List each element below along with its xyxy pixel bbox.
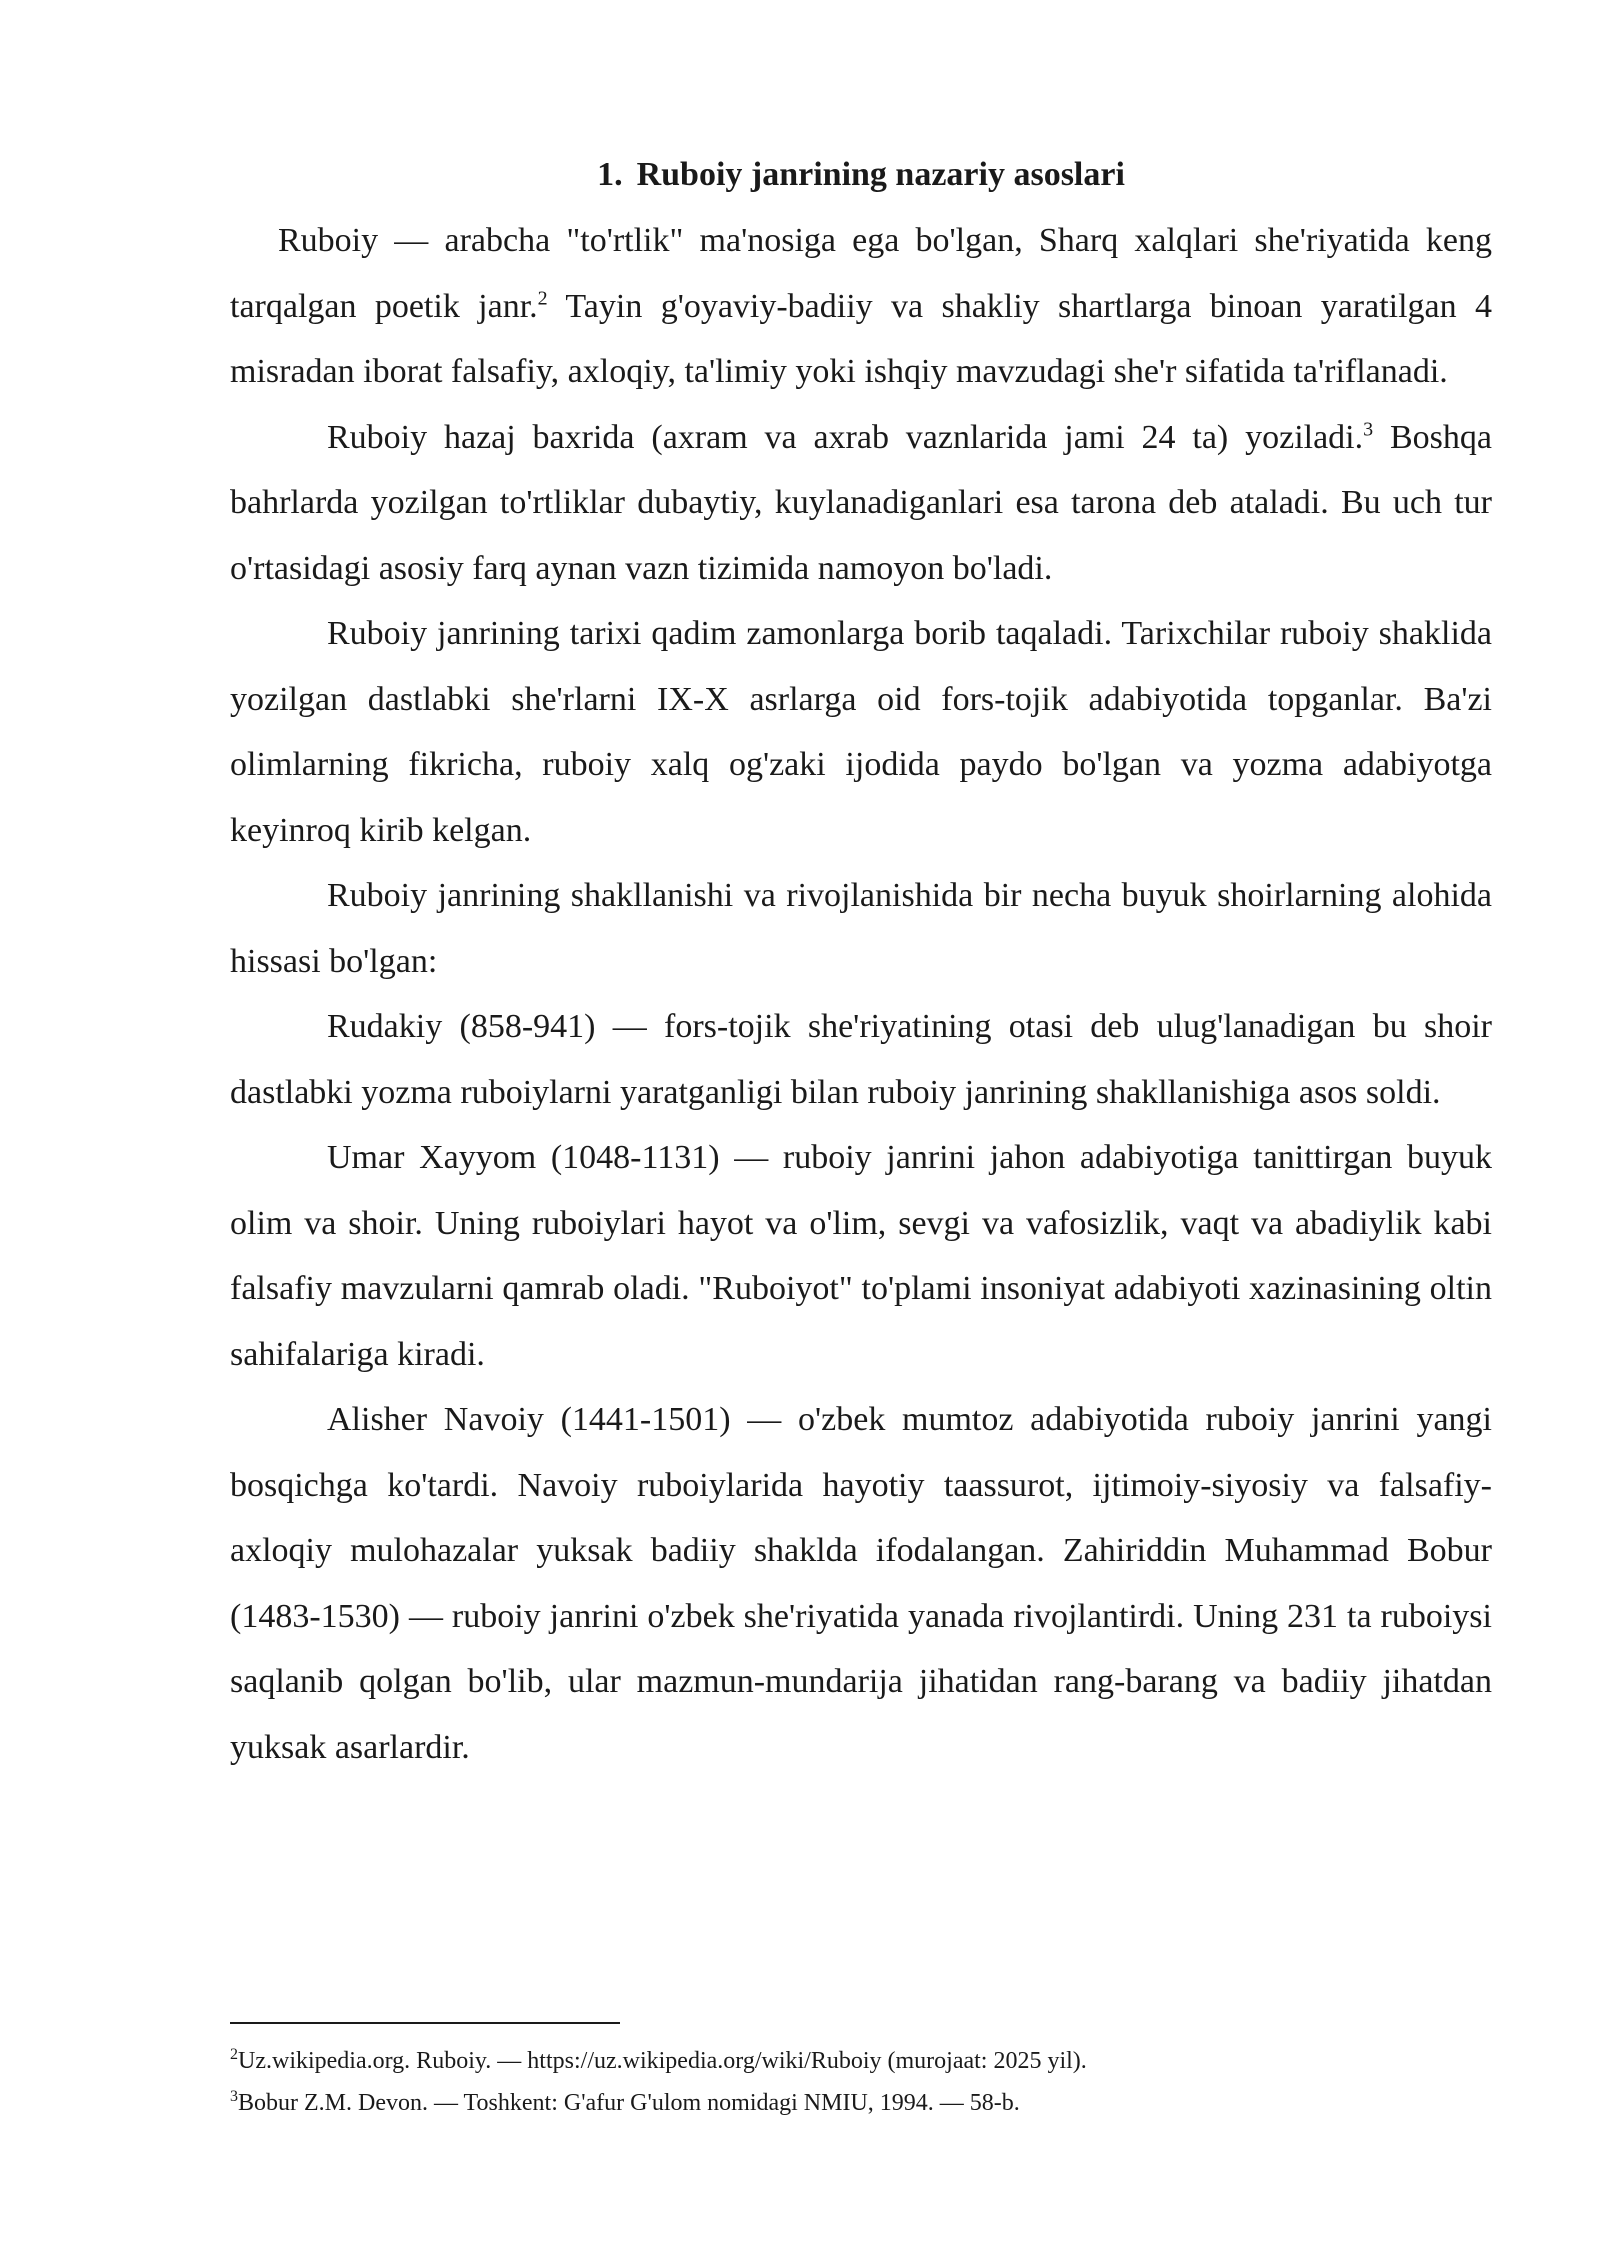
paragraph-text: Ruboiy — arabcha "to'rtlik" ma'nosiga ega bo'lgan, Sharq xalqlari she'riyatida keng tarqalgan poetik janr. — [230, 222, 1492, 325]
section-number: 1. — [597, 156, 623, 193]
paragraph-xayyom: Umar Xayyom (1048-1131) — ruboiy janrini jahon adabiyotiga tanittirgan buyuk olim va shoir. Uning ruboiylari hayot va o'lim, sevgi va vafosizlik, vaqt va abadiylik kabi falsafiy mavzularni qamrab oladi. "Ruboiyot" to'plami insoniyat adabiyoti xazinasining oltin sahifalariga kiradi. — [230, 1139, 1492, 1373]
footnote-divider — [230, 2022, 620, 2024]
paragraph-rudakiy: Rudakiy (858-941) — fors-tojik she'riyatining otasi deb ulug'lanadigan bu shoir dastlabki yozma ruboiylarni yaratganligi bilan ruboiy janrining shakllanishiga asos soldi. — [230, 1008, 1492, 1111]
paragraph-text: Tayin g'oyaviy-badiiy va shakliy shartlarga binoan yaratilgan 4 misradan iborat falsafiy, axloqiy, ta'limiy yoki ishqiy mavzudagi she'r sifatida ta'riflanadi. — [230, 287, 1492, 390]
paragraph-poets-intro: Ruboiy janrining shakllanishi va rivojlanishida bir necha buyuk shoirlarning alohida hissasi bo'lgan: — [230, 877, 1492, 980]
footnote-ref[interactable]: 2 — [537, 287, 548, 310]
section-heading — [230, 150, 1492, 200]
footnote-mark: 2 — [230, 2046, 238, 2063]
document-page — [230, 150, 1492, 1780]
footnote-item — [230, 2082, 1492, 2124]
footnote-item — [230, 2040, 1492, 2082]
paragraph-navoiy-bobur: Alisher Navoiy (1441-1501) — o'zbek mumtoz adabiyotida ruboiy janrini yangi bosqichga ko'tardi. Navoiy ruboiylarida hayotiy taassurot, ijtimoiy-siyosiy va falsafiy-axloqiy mulohazalar yuksak badiiy shaklda ifodalangan. Zahiriddin Muhammad Bobur (1483-1530) — ruboiy janrini o'zbek she'riyatida yanada rivojlantirdi. Uning 231 ta ruboiysi saqlanib qolgan bo'lib, ular mazmun-mundarija jihatidan rang-barang va badiiy jihatdan yuksak asarlardir. — [230, 1401, 1492, 1766]
paragraph-definition — [230, 208, 1492, 405]
footnote-text: Uz.wikipedia.org. Ruboiy. — https://uz.wikipedia.org/wiki/Ruboiy (murojaat: 2025 yil). — [238, 2048, 1087, 2074]
footnotes — [230, 2040, 1492, 2124]
paragraph-history: Ruboiy janrining tarixi qadim zamonlarga borib taqaladi. Tarixchilar ruboiy shaklida yozilgan dastlabki she'rlarni IX-X asrlarga oid fors-tojik adabiyotida topganlar. Ba'zi olimlarning fikricha, ruboiy xalq og'zaki ijodida paydo bo'lgan va yozma adabiyotga keyinroq kirib kelgan. — [230, 615, 1492, 849]
paragraph-text: Boshqa bahrlarda yozilgan to'rtliklar dubaytiy, kuylanadiganlari esa tarona deb ataladi. Bu uch tur o'rtasidagi asosiy farq aynan vazn tizimida namoyon bo'ladi. — [230, 418, 1492, 587]
footnote-text: Bobur Z.M. Devon. — Toshkent: G'afur G'ulom nomidagi NMIU, 1994. — 58-b. — [238, 2090, 1020, 2116]
paragraph-text: Ruboiy hazaj baxrida (axram va axrab vaznlarida jami 24 ta) yoziladi. — [327, 418, 1364, 456]
footnote-ref[interactable]: 3 — [1363, 418, 1374, 441]
section-title: Ruboiy janrining nazariy asoslari — [636, 156, 1125, 193]
paragraph-meter — [230, 405, 1492, 602]
footnote-mark: 3 — [230, 2088, 238, 2105]
